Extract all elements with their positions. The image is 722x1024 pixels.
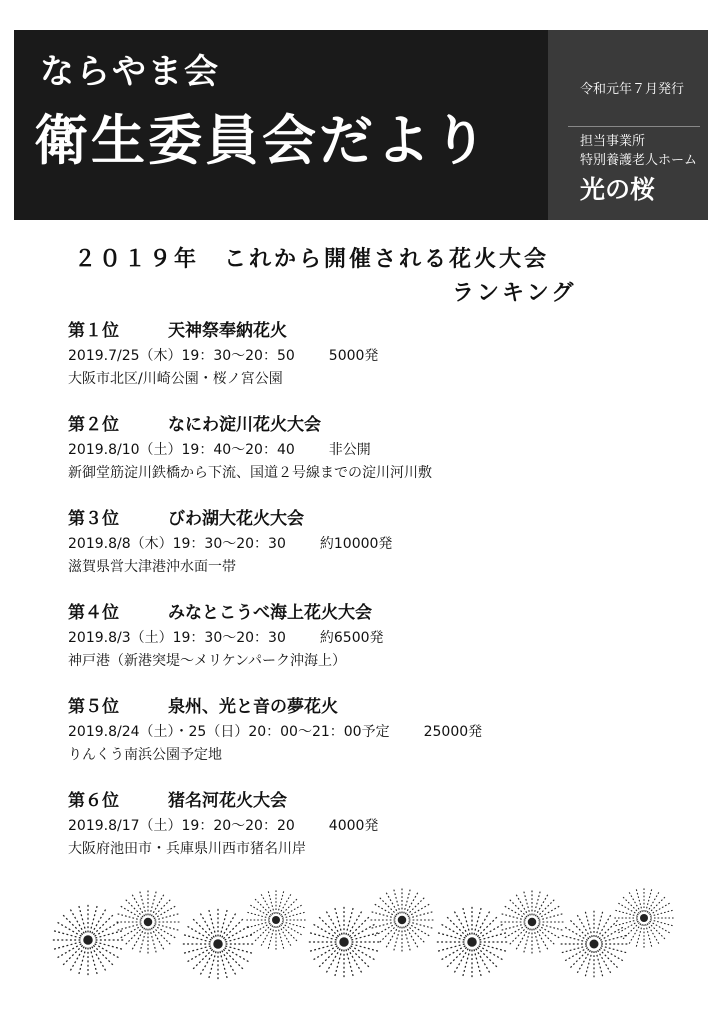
event-note: 25000発	[423, 724, 483, 740]
ranking-item	[68, 412, 688, 506]
ranking-item	[68, 788, 688, 882]
newsletter-header	[14, 30, 708, 220]
article-headline: ２０１９年 これから開催される花火大会	[74, 247, 550, 272]
firework-burst-icon	[614, 888, 675, 949]
event-date: 2019.8/10（土）19：40〜20：40	[68, 442, 295, 458]
event-name: びわ湖大花火大会	[168, 509, 304, 529]
event-date: 2019.8/8（木）19：30〜20：30	[68, 536, 286, 552]
event-note: 4000発	[328, 818, 379, 834]
firework-burst-icon	[436, 906, 508, 978]
event-note: 非公開	[328, 442, 371, 458]
event-place: りんくう南浜公園予定地	[68, 747, 222, 763]
event-note: 約6500発	[319, 630, 384, 646]
home-type: 特別養護老人ホーム	[580, 153, 698, 168]
ranking-item	[68, 318, 688, 412]
event-date: 2019.8/17（土）19：20〜20：20	[68, 818, 295, 834]
event-date: 2019.8/24（土）・25（日）20：00〜21：00予定	[68, 724, 390, 740]
firework-burst-icon	[560, 910, 628, 978]
event-name: 泉州、光と音の夢花火	[168, 697, 338, 717]
event-name: 天神祭奉納花火	[168, 321, 287, 341]
event-note: 約10000発	[319, 536, 393, 552]
rank-number: 第４位	[68, 603, 119, 623]
rank-number: 第３位	[68, 509, 119, 529]
event-name: なにわ淀川花火大会	[168, 415, 321, 435]
article-subheadline: ランキング	[452, 281, 577, 306]
facility-name: 光の桜	[580, 175, 656, 204]
firework-burst-icon	[246, 890, 307, 951]
ranking-list	[68, 318, 688, 882]
event-name: みなとこうべ海上花火大会	[168, 603, 372, 623]
ranking-item	[68, 694, 688, 788]
ranking-item	[68, 506, 688, 600]
event-place: 大阪府池田市・兵庫県川西市猪名川岸	[68, 841, 306, 857]
firework-burst-icon	[308, 906, 380, 978]
firework-burst-icon	[182, 908, 254, 980]
event-place: 滋賀県営大津港沖水面一帯	[68, 559, 236, 575]
event-date: 2019.8/3（土）19：30〜20：30	[68, 630, 286, 646]
firework-burst-icon	[500, 890, 565, 955]
newsletter-title: 衛生委員会だより	[34, 109, 490, 172]
issue-info-panel	[548, 30, 708, 220]
firework-burst-icon	[116, 890, 181, 955]
event-place: 大阪市北区/川崎公園・桜ノ宮公園	[68, 371, 283, 387]
event-place: 新御堂筋淀川鉄橋から下流、国道２号線までの淀川河川敷	[68, 465, 432, 481]
rank-number: 第２位	[68, 415, 119, 435]
event-place: 神戸港（新港突堤〜メリケンパーク沖海上）	[68, 653, 347, 669]
event-note: 5000発	[328, 348, 379, 364]
firework-burst-icon	[370, 888, 435, 953]
event-date: 2019.7/25（木）19：30〜20：50	[68, 348, 295, 364]
department-label: 担当事業所	[580, 134, 646, 149]
rank-number: 第６位	[68, 791, 119, 811]
firework-burst-icon	[52, 904, 124, 976]
issue-date: 令和元年７月発行	[580, 82, 685, 97]
rank-number: 第１位	[68, 321, 119, 341]
organization-name: ならやま会	[40, 52, 220, 92]
issue-divider	[568, 126, 700, 127]
ranking-item	[68, 600, 688, 694]
event-name: 猪名河花火大会	[168, 791, 287, 811]
rank-number: 第５位	[68, 697, 119, 717]
fireworks-decoration	[40, 872, 682, 1002]
